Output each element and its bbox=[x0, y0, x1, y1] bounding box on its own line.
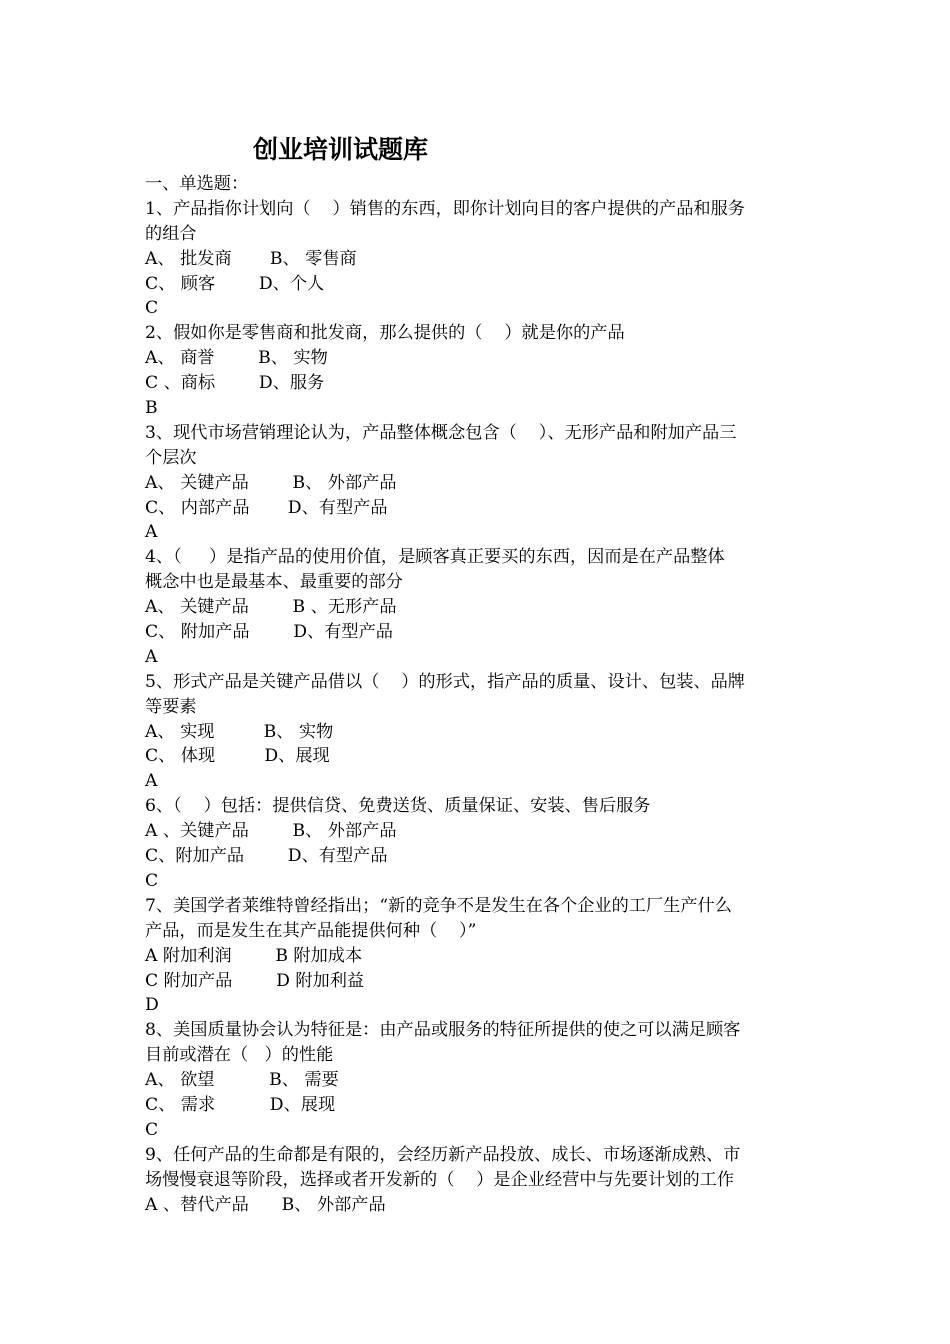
question-stem-line: 3、现代市场营销理论认为，产品整体概念包含（ ）、无形产品和附加产品三 bbox=[145, 422, 737, 443]
question-answer: C bbox=[145, 870, 159, 891]
question-answer: C bbox=[145, 298, 159, 319]
question-stem-line: 等要素 bbox=[145, 696, 197, 717]
question-stem-line: 的组合 bbox=[145, 223, 197, 244]
question-stem-line: 4、（ ）是指产品的使用价值，是顾客真正要买的东西，因而是在产品整体 bbox=[145, 547, 725, 568]
question-stem-line: 9、任何产品的生命都是有限的，会经历新产品投放、成长、市场逐渐成熟、市 bbox=[145, 1144, 741, 1165]
question-stem-line: 1、产品指你计划向（ ）销售的东西，即你计划向目的客户提供的产品和服务 bbox=[145, 198, 745, 219]
question-options-line: A、 关键产品 B 、无形产品 bbox=[145, 597, 397, 618]
question-answer: A bbox=[145, 771, 158, 792]
question-options-line: C 、商标 D、服务 bbox=[145, 373, 325, 394]
question-stem-line: 5、形式产品是关键产品借以（ ）的形式，指产品的质量、设计、包装、品牌 bbox=[145, 671, 745, 692]
question-stem-line: 概念中也是最基本、最重要的部分 bbox=[145, 572, 403, 593]
document-title: 创业培训试题库 bbox=[253, 135, 429, 164]
question-stem-line: 产品，而是发生在其产品能提供何种（ ）” bbox=[145, 920, 477, 941]
question-options-line: A 、替代产品 B、 外部产品 bbox=[145, 1194, 386, 1215]
question-answer: A bbox=[145, 646, 158, 667]
question-stem-line: 2、假如你是零售商和批发商，那么提供的（ ）就是你的产品 bbox=[145, 323, 625, 344]
question-answer: B bbox=[145, 398, 158, 419]
question-options-line: C 附加产品 D 附加利益 bbox=[145, 970, 365, 991]
question-options-line: A 、关键产品 B、 外部产品 bbox=[145, 821, 397, 842]
question-answer: D bbox=[145, 995, 159, 1016]
question-options-line: C、 内部产品 D、有型产品 bbox=[145, 497, 388, 518]
question-stem-line: 7、美国学者莱维特曾经指出；“新的竞争不是发生在各个企业的工厂生产什么 bbox=[145, 895, 732, 916]
question-stem-line: 6、（ ）包括：提供信贷、免费送货、质量保证、安装、售后服务 bbox=[145, 796, 651, 817]
question-stem-line: 个层次 bbox=[145, 447, 197, 468]
question-options-line: A 附加利润 B 附加成本 bbox=[145, 945, 363, 966]
question-options-line: C、 体现 D、展现 bbox=[145, 746, 330, 767]
question-answer: A bbox=[145, 522, 158, 543]
question-stem-line: 目前或潜在（ ）的性能 bbox=[145, 1045, 334, 1066]
question-stem-line: 场慢慢衰退等阶段，选择或者开发新的（ ）是企业经营中与先要计划的工作 bbox=[145, 1169, 735, 1190]
section-heading: 一、单选题： bbox=[145, 174, 249, 194]
question-options-line: C、 顾客 D、个人 bbox=[145, 273, 325, 294]
question-options-line: C、 附加产品 D、有型产品 bbox=[145, 622, 393, 643]
question-options-line: A、 批发商 B、 零售商 bbox=[145, 248, 357, 269]
question-answer: C bbox=[145, 1119, 159, 1140]
question-options-line: A、 实现 B、 实物 bbox=[145, 721, 334, 742]
question-options-line: A、 欲望 B、 需要 bbox=[145, 1070, 339, 1091]
question-options-line: C、 需求 D、展现 bbox=[145, 1094, 336, 1115]
question-options-line: A、 关键产品 B、 外部产品 bbox=[145, 472, 397, 493]
question-options-line: A、 商誉 B、 实物 bbox=[145, 348, 328, 369]
question-options-line: C、附加产品 D、有型产品 bbox=[145, 846, 388, 867]
question-list bbox=[145, 172, 813, 1217]
question-stem-line: 8、美国质量协会认为特征是：由产品或服务的特征所提供的使之可以满足顾客 bbox=[145, 1020, 741, 1041]
